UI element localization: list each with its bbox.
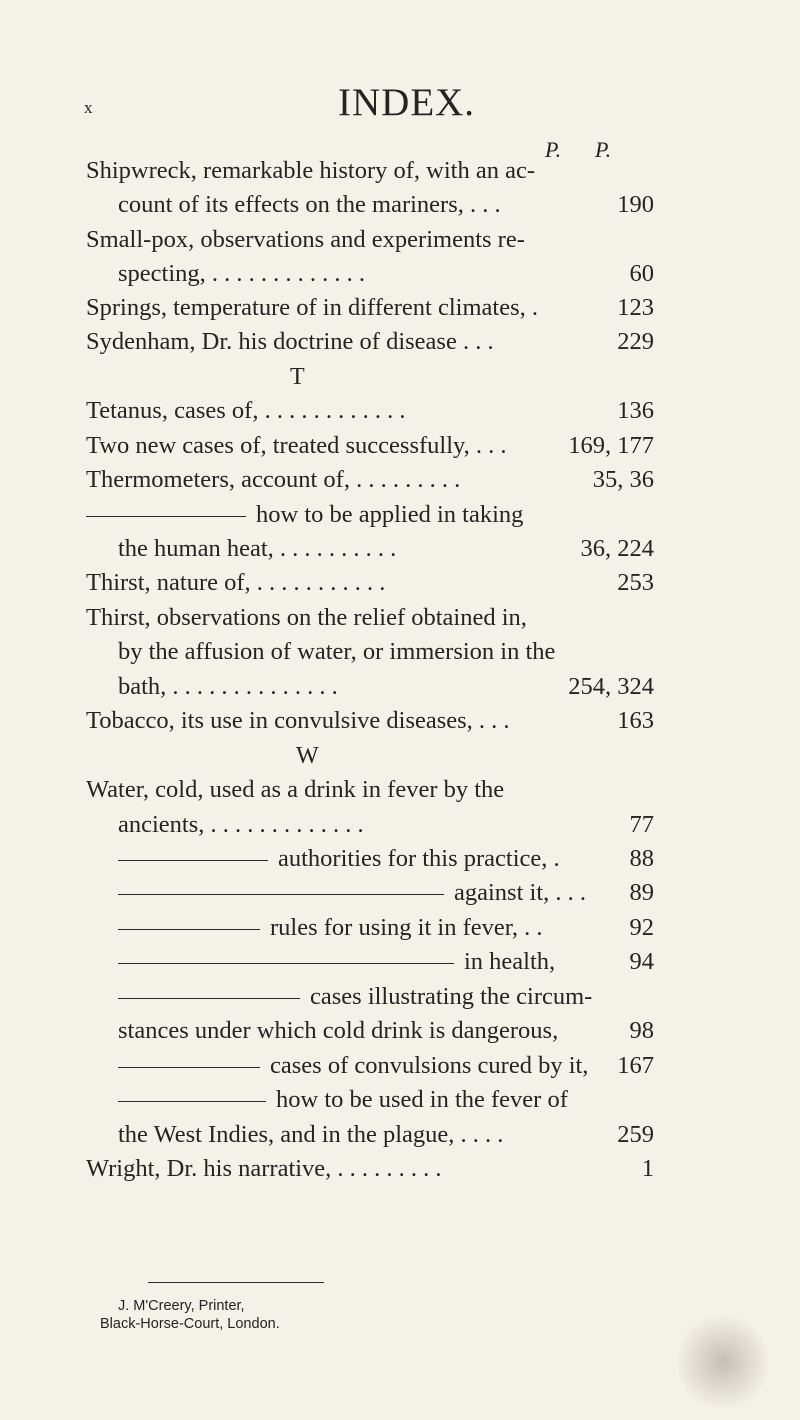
- page-ref-water-health: 94: [629, 948, 654, 975]
- entry-thirst: Thirst, nature of, . . . . . . . . . . .: [86, 569, 386, 596]
- entry-thermometers-sub-line1: how to be applied in taking: [86, 500, 646, 530]
- ditto-rule: [118, 860, 268, 861]
- paper-stain: [678, 1310, 768, 1414]
- page-ref-wright: 1: [641, 1155, 654, 1182]
- entry-water-how-line1: how to be used in the fever of: [118, 1085, 646, 1115]
- ditto-rule: [118, 998, 300, 999]
- page-ref-water-against: 89: [629, 879, 654, 906]
- entry-water-health: in health,: [118, 947, 646, 977]
- ditto-rule: [118, 1101, 266, 1102]
- page-ref-water-rules: 92: [629, 914, 654, 941]
- page-column-heading: P.: [545, 137, 562, 162]
- entry-water-cases-line2: stances under which cold drink is dangerous,: [118, 1017, 559, 1044]
- page-ref-smallpox: 60: [629, 260, 654, 287]
- entry-water-line1: Water, cold, used as a drink in fever by the: [86, 776, 505, 803]
- entry-wright: Wright, Dr. his narrative, . . . . . . . . .: [86, 1155, 442, 1182]
- page-ref-water-cases: 98: [629, 1017, 654, 1044]
- ditto-rule: [118, 963, 454, 964]
- entry-thirst-observations-line2: by the affusion of water, or immersion in the: [118, 638, 556, 665]
- page-ref-shipwreck: 190: [617, 191, 654, 218]
- entry-tetanus: Tetanus, cases of, . . . . . . . . . . . .: [86, 397, 406, 424]
- page-ref-water-how: 259: [617, 1121, 654, 1148]
- page-ref-tetanus-new-cases: 169, 177: [568, 432, 654, 459]
- entry-thermometers: Thermometers, account of, . . . . . . . . .: [86, 466, 461, 493]
- page-ref-thirst: 253: [617, 569, 654, 596]
- entry-tetanus-new-cases: Two new cases of, treated successfully, . . .: [86, 432, 507, 459]
- entry-water-against: against it, . . .: [118, 878, 646, 908]
- page-ref-tobacco: 163: [617, 707, 654, 734]
- page-ref-tetanus: 136: [617, 397, 654, 424]
- entry-shipwreck-line1: Shipwreck, remarkable history of, with an ac-: [86, 157, 536, 184]
- folio-numeral: x: [84, 98, 94, 117]
- entry-water-authorities: authorities for this practice, .: [118, 844, 646, 874]
- page-ref-water-authorities: 88: [629, 845, 654, 872]
- entry-smallpox-line1: Small-pox, observations and experiments re-: [86, 226, 525, 253]
- entry-tobacco: Tobacco, its use in convulsive diseases, . . .: [86, 707, 510, 734]
- page-ref-sydenham: 229: [617, 328, 654, 355]
- page-ref-thermometers: 35, 36: [592, 466, 654, 493]
- entry-springs: Springs, temperature of in different climates, .: [86, 294, 538, 321]
- page-ref-water: 77: [629, 811, 654, 838]
- entry-water-convulsions: cases of convulsions cured by it,: [118, 1051, 646, 1081]
- entry-thirst-observations-line1: Thirst, observations on the relief obtained in,: [86, 604, 527, 631]
- ditto-rule: [86, 516, 246, 517]
- imprint-divider: [148, 1282, 324, 1283]
- page-ref-water-convulsions: 167: [617, 1052, 654, 1079]
- page-ref-thirst-observations: 254, 324: [568, 673, 654, 700]
- ditto-rule: [118, 1067, 260, 1068]
- ditto-rule: [118, 929, 260, 930]
- running-head-title: INDEX.: [338, 81, 476, 124]
- entry-smallpox-line2: specting, . . . . . . . . . . . . .: [118, 260, 366, 287]
- printer-imprint: [100, 1297, 280, 1333]
- entry-thermometers-sub-line2: the human heat, . . . . . . . . . .: [118, 535, 397, 562]
- imprint-line2: Black-Horse-Court, London.: [100, 1316, 280, 1332]
- entry-sydenham: Sydenham, Dr. his doctrine of disease . . .: [86, 328, 494, 355]
- page-ref-thermometers-sub: 36, 224: [580, 535, 654, 562]
- page-ref-springs: 123: [617, 294, 654, 321]
- ditto-rule: [118, 894, 444, 895]
- imprint-line1: J. M'Creery, Printer,: [118, 1298, 245, 1314]
- entry-water-cases-line1: cases illustrating the circum-: [118, 982, 646, 1012]
- entry-shipwreck-line2: count of its effects on the mariners, . . .: [118, 191, 501, 218]
- entry-water-how-line2: the West Indies, and in the plague, . . . .: [118, 1121, 504, 1148]
- entry-water-line2: ancients, . . . . . . . . . . . . .: [118, 811, 364, 838]
- page-column-heading: P.: [595, 137, 612, 162]
- entry-water-rules: rules for using it in fever, . .: [118, 913, 646, 943]
- section-letter-t: T: [290, 364, 305, 390]
- entry-thirst-observations-line3: bath, . . . . . . . . . . . . . .: [118, 673, 338, 700]
- section-letter-w: W: [296, 743, 319, 769]
